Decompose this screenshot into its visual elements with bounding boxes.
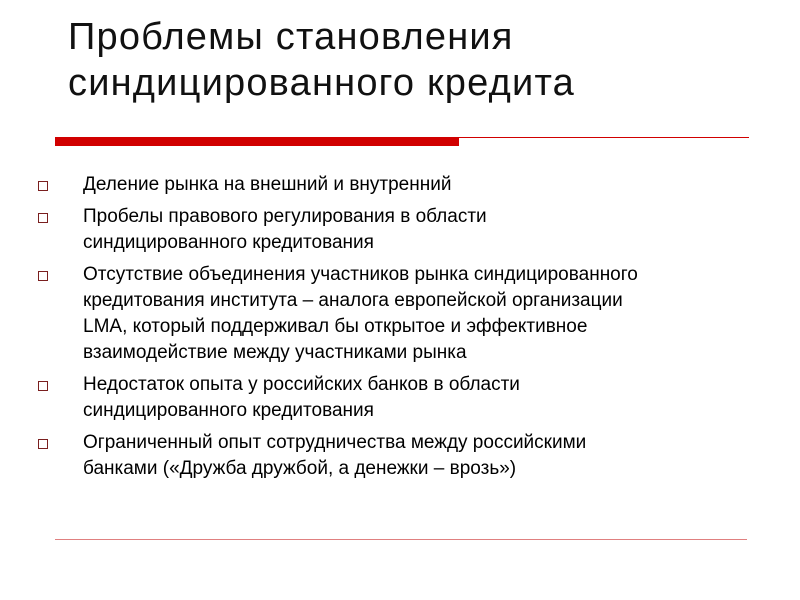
bullet-text-line: банками («Дружба дружбой, а денежки – врозь»)	[83, 458, 517, 479]
bullet-text-line: кредитования института – аналога европейской организации	[83, 290, 623, 311]
bullet-text-line: Недостаток опыта у российских банков в области	[83, 374, 520, 395]
footer-divider-line	[55, 539, 747, 540]
bullet-item-legal-gaps	[38, 204, 758, 256]
bullet-text-line: Пробелы правового регулирования в области	[83, 206, 487, 227]
hollow-square-bullet-icon	[38, 271, 48, 281]
bullet-item-market-division	[38, 172, 758, 198]
bullet-text-line: взаимодействие между участниками рынка	[83, 342, 467, 363]
bullet-text-line: Ограниченный опыт сотрудничества между российскими	[83, 432, 587, 453]
title-accent-bar	[55, 137, 459, 146]
slide-title	[68, 14, 768, 106]
slide-title-line-2: синдицированного кредита	[68, 62, 575, 104]
hollow-square-bullet-icon	[38, 381, 48, 391]
bullet-text-line: Деление рынка на внешний и внутренний	[83, 174, 452, 195]
hollow-square-bullet-icon	[38, 439, 48, 449]
bullet-item-lack-of-experience	[38, 372, 758, 424]
bullet-text-line: LMA, который поддерживал бы открытое и эффективное	[83, 316, 588, 337]
bullet-item-no-association	[38, 262, 758, 366]
bullet-text-line: Отсутствие объединения участников рынка синдицированного	[83, 264, 638, 285]
hollow-square-bullet-icon	[38, 213, 48, 223]
bullet-text-line: синдицированного кредитования	[83, 232, 374, 253]
bullet-text-line: синдицированного кредитования	[83, 400, 374, 421]
slide-title-line-1: Проблемы становления	[68, 16, 514, 58]
bullet-item-limited-cooperation	[38, 430, 758, 482]
hollow-square-bullet-icon	[38, 181, 48, 191]
bullet-list	[38, 172, 758, 488]
title-divider-line	[459, 137, 749, 138]
